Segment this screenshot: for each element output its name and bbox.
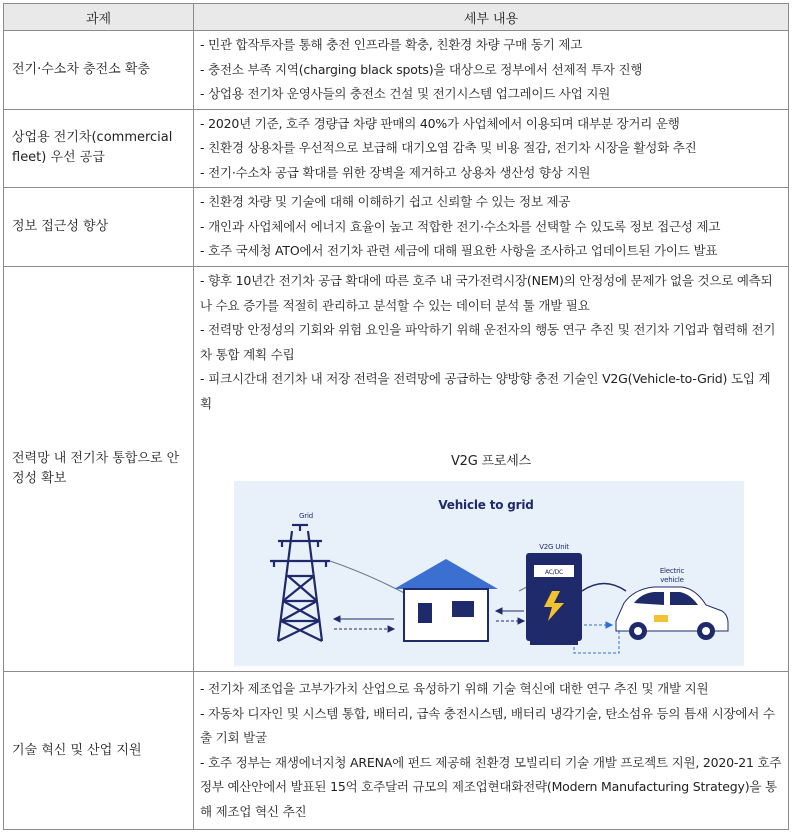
- table-row: [4, 109, 789, 188]
- v2g-illustration: [234, 481, 744, 666]
- detail-item: - 피크시간대 전기차 내 저장 전력을 전력망에 공급하는 양방향 충전 기술인 V2G(Vehicle-to-Grid) 도입 계획: [200, 371, 771, 411]
- table-row: [4, 31, 789, 110]
- task-cell: 정보 접근성 향상: [4, 188, 194, 267]
- flow-arrow-icon: [334, 616, 394, 632]
- detail-item: - 전기차 제조업을 고부가가치 산업으로 육성하기 위해 기술 혁신에 대한 연구 추진 및 개발 지원: [200, 681, 709, 696]
- detail-item: - 민관 합작투자를 통해 충전 인프라를 확충, 친환경 차량 구매 동기 제고: [200, 37, 583, 52]
- task-cell: 기술 혁신 및 산업 지원: [4, 672, 194, 830]
- figure-heading: Vehicle to grid: [438, 497, 534, 512]
- grid-label: Grid: [299, 511, 313, 520]
- detail-item: - 향후 10년간 전기차 공급 확대에 따른 호주 내 국가전력시장(NEM)의 안정성에 문제가 없을 것으로 예측되나 수요 증가를 적절히 관리하고 분석할 수 있는 데이터 분석 툴 개발 필요: [200, 273, 773, 313]
- pylon-icon: [270, 525, 330, 641]
- table-header-row: [4, 4, 789, 31]
- house-icon: [394, 559, 498, 641]
- detail-cell: [194, 188, 789, 267]
- detail-cell: [194, 31, 789, 110]
- task-cell: 전기·수소차 충전소 확충: [4, 31, 194, 110]
- v2g-unit-icon: [526, 553, 582, 645]
- ev-label-line1: Electric: [659, 566, 685, 575]
- header-task: 과제: [4, 4, 194, 31]
- detail-item: - 친환경 차량 및 기술에 대해 이해하기 쉽고 신뢰할 수 있는 정보 제공: [200, 194, 571, 210]
- detail-item: - 충전소 부족 지역(charging black spots)을 대상으로 정부에서 선제적 투자 진행: [200, 61, 643, 77]
- detail-cell: [194, 672, 789, 830]
- detail-item: - 상업용 전기차 운영사들의 충전소 건설 및 전기시스템 업그레이드 사업 지원: [200, 86, 611, 101]
- detail-item: - 2020년 기준, 호주 경량급 차량 판매의 40%가 사업체에서 이용되며 대부분 장거리 운행: [200, 115, 680, 131]
- flow-arrow-icon: [496, 608, 524, 624]
- detail-item: - 자동차 디자인 및 시스템 통합, 배터리, 급속 충전시스템, 배터리 냉각기술, 탄소섬유 등의 틈새 시장에서 수출 기회 발굴: [200, 705, 775, 745]
- detail-cell: [194, 109, 789, 188]
- v2g-diagram: [234, 481, 744, 666]
- electric-vehicle-icon: [616, 587, 728, 640]
- table-row: [4, 267, 789, 672]
- detail-item: - 전력망 안정성의 기회와 위험 요인을 파악하기 위해 운전자의 행동 연구 추진 및 전기차 기업과 협력해 전기차 통합 계획 수립: [200, 322, 776, 362]
- table-row: [4, 672, 789, 830]
- detail-item: - 개인과 사업체에서 에너지 효율이 높고 적합한 전기·수소차를 선택할 수 있도록 정보 접근성 제고: [200, 218, 721, 234]
- unit-label: V2G Unit: [539, 542, 569, 551]
- task-cell: 상업용 전기차(commercial fleet) 우선 공급: [4, 109, 194, 188]
- cable-icon: [582, 583, 626, 591]
- detail-item: - 호주 정부는 재생에너지청 ARENA에 펀드 제공해 친환경 모빌리티 기술 개발 프로젝트 지원, 2020-21 호주 정부 예산안에서 발표된 15억 호주달러 규모의 제조업현대화전략(Modern Manufacturing Strategy)을 통해 제조업 혁신 추진: [200, 754, 782, 819]
- detail-item: - 호주 국세청 ATO에서 전기차 관련 세금에 대해 필요한 사항을 조사하고 업데이트된 가이드 발표: [200, 243, 718, 259]
- policy-table: [3, 3, 789, 830]
- detail-item: - 전기·수소차 공급 확대를 위한 장벽을 제거하고 상용차 생산성 향상 지원: [200, 164, 591, 180]
- table-row: [4, 188, 789, 267]
- task-cell: 전력망 내 전기차 통합으로 안정성 확보: [4, 267, 194, 672]
- figure-title: V2G 프로세스: [450, 454, 531, 469]
- ev-label-line2: vehicle: [660, 575, 684, 584]
- unit-sub-label: AC/DC: [544, 568, 564, 576]
- header-detail: 세부 내용: [194, 4, 789, 31]
- detail-item: - 친환경 상용차를 우선적으로 보급해 대기오염 감축 및 비용 절감, 전기차 시장을 활성화 추진: [200, 140, 697, 155]
- detail-cell: [194, 267, 789, 672]
